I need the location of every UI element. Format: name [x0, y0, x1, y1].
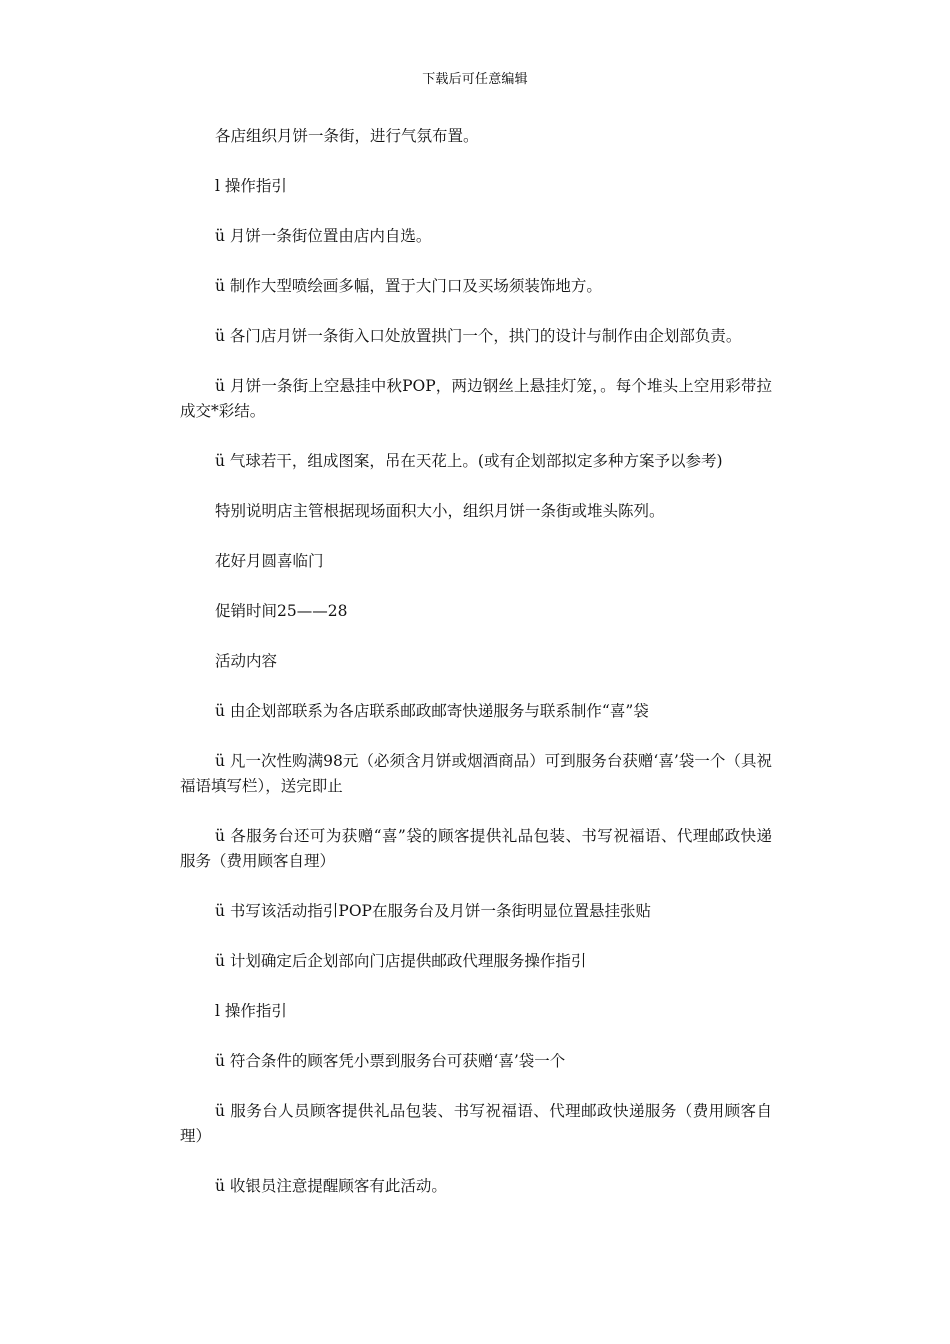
paragraph: 特别说明店主管根据现场面积大小，组织月饼一条街或堆头陈列。 [215, 502, 665, 520]
page-header: 下载后可任意编辑 [422, 72, 528, 87]
list-item: ü 各服务台还可为获赠“喜”袋的顾客提供礼品包装、书写祝福语、代理邮政快递服务（费用顾客自理） [180, 827, 772, 870]
list-item: ü 各门店月饼一条街入口处放置拱门一个，拱门的设计与制作由企划部负责。 [215, 327, 742, 345]
list-item: ü 收银员注意提醒顾客有此活动。 [215, 1177, 447, 1195]
list-item: ü 气球若干，组成图案，吊在天花上。(或有企划部拟定多种方案予以参考) [215, 452, 723, 470]
section-heading: l 操作指引 [215, 177, 287, 195]
section-heading: 活动内容 [215, 652, 278, 670]
paragraph: 各店组织月饼一条街，进行气氛布置。 [215, 127, 479, 145]
section-title: 花好月圆喜临门 [215, 552, 324, 570]
list-item: ü 服务台人员顾客提供礼品包装、书写祝福语、代理邮政快递服务（费用顾客自理） [180, 1102, 772, 1145]
list-item: ü 制作大型喷绘画多幅，置于大门口及买场须装饰地方。 [215, 277, 602, 295]
list-item: ü 凡一次性购满98元（必须含月饼或烟酒商品）可到服务台获赠‘喜’袋一个（具祝福语填写栏），送完即止 [180, 752, 772, 795]
list-item: ü 书写该活动指引POP在服务台及月饼一条街明显位置悬挂张贴 [215, 902, 651, 920]
list-item: ü 月饼一条街位置由店内自选。 [215, 227, 432, 245]
list-item: ü 计划确定后企划部向门店提供邮政代理服务操作指引 [215, 952, 587, 970]
document-body [180, 124, 772, 1224]
list-item: ü 由企划部联系为各店联系邮政邮寄快递服务与联系制作“喜”袋 [215, 702, 649, 720]
list-item: ü 月饼一条街上空悬挂中秋POP，两边钢丝上悬挂灯笼，。每个堆头上空用彩带拉成交*彩结。 [180, 377, 772, 420]
promo-time: 促销时间25——28 [215, 602, 348, 620]
section-heading: l 操作指引 [215, 1002, 287, 1020]
list-item: ü 符合条件的顾客凭小票到服务台可获赠‘喜’袋一个 [215, 1052, 566, 1070]
